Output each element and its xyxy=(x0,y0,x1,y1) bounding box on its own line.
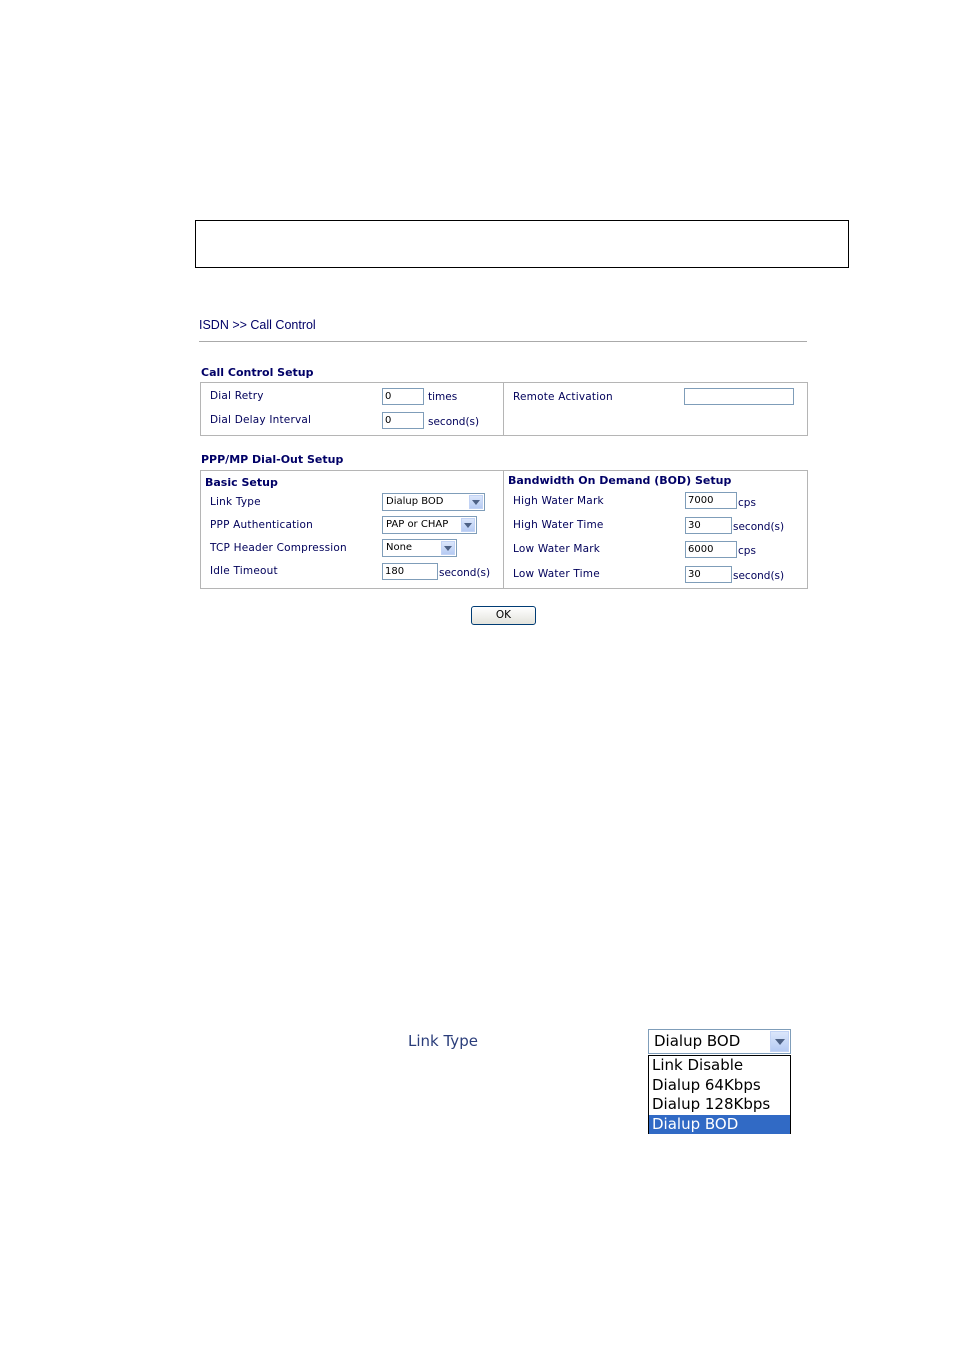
high-water-time-unit: second(s) xyxy=(733,521,785,533)
basic-setup-heading: Basic Setup xyxy=(205,476,278,489)
title-divider xyxy=(199,341,807,342)
page-title: ISDN >> Call Control xyxy=(199,318,316,332)
option-dialup-128kbps[interactable]: Dialup 128Kbps xyxy=(652,1095,771,1113)
bod-heading: Bandwidth On Demand (BOD) Setup xyxy=(508,474,732,487)
link-type-value: Dialup BOD xyxy=(386,496,444,507)
chevron-down-icon[interactable] xyxy=(770,1031,789,1052)
low-water-mark-label: Low Water Mark xyxy=(513,543,601,555)
low-water-time-input[interactable]: 30 xyxy=(685,566,732,583)
option-dialup-64kbps[interactable]: Dialup 64Kbps xyxy=(652,1075,761,1094)
link-type-label: Link Type xyxy=(210,496,261,508)
option-dialup-bod[interactable]: Dialup BOD xyxy=(649,1115,790,1135)
low-water-time-label: Low Water Time xyxy=(513,568,600,580)
low-water-mark-unit: cps xyxy=(738,545,756,557)
tcp-compression-select[interactable] xyxy=(382,539,457,557)
option-link-disable[interactable]: Link Disable xyxy=(652,1056,744,1074)
ppp-auth-label: PPP Authentication xyxy=(210,519,314,531)
chevron-down-icon[interactable] xyxy=(461,518,475,532)
high-water-mark-label: High Water Mark xyxy=(513,495,604,507)
low-water-mark-input[interactable]: 6000 xyxy=(685,541,737,558)
call-control-heading: Call Control Setup xyxy=(201,366,314,379)
idle-timeout-input[interactable]: 180 xyxy=(382,563,438,580)
link-type-select[interactable] xyxy=(382,493,485,511)
panel-divider xyxy=(503,383,504,435)
low-water-time-unit: second(s) xyxy=(733,570,785,582)
idle-timeout-unit: second(s) xyxy=(439,567,491,579)
high-water-mark-unit: cps xyxy=(738,497,756,509)
dial-delay-label: Dial Delay Interval xyxy=(210,414,312,426)
chevron-down-icon[interactable] xyxy=(469,495,483,509)
dial-retry-input[interactable]: 0 xyxy=(382,388,424,405)
zoom-link-type-value: Dialup BOD xyxy=(654,1032,741,1050)
high-water-time-input[interactable]: 30 xyxy=(685,517,732,534)
high-water-time-label: High Water Time xyxy=(513,519,604,531)
dial-retry-label: Dial Retry xyxy=(210,390,264,402)
ppp-auth-select[interactable] xyxy=(382,516,477,534)
tcp-compression-label: TCP Header Compression xyxy=(210,542,347,554)
panel-divider xyxy=(503,471,504,588)
remote-activation-input[interactable] xyxy=(684,388,794,405)
dial-delay-input[interactable]: 0 xyxy=(382,412,424,429)
idle-timeout-label: Idle Timeout xyxy=(210,565,278,577)
tcp-compression-value: None xyxy=(386,542,413,553)
link-type-dropdown-list xyxy=(648,1055,791,1134)
dial-retry-unit: times xyxy=(428,391,458,403)
zoom-link-type-select[interactable] xyxy=(648,1029,791,1054)
note-box xyxy=(195,220,849,268)
remote-activation-label: Remote Activation xyxy=(513,391,613,403)
chevron-down-icon[interactable] xyxy=(441,541,455,555)
ok-button[interactable]: OK xyxy=(471,606,536,625)
zoom-link-type-label: Link Type xyxy=(408,1032,478,1050)
dial-delay-unit: second(s) xyxy=(428,416,480,428)
ppp-auth-value: PAP or CHAP xyxy=(386,519,449,530)
high-water-mark-input[interactable]: 7000 xyxy=(685,492,737,509)
ppp-heading: PPP/MP Dial-Out Setup xyxy=(201,453,344,466)
